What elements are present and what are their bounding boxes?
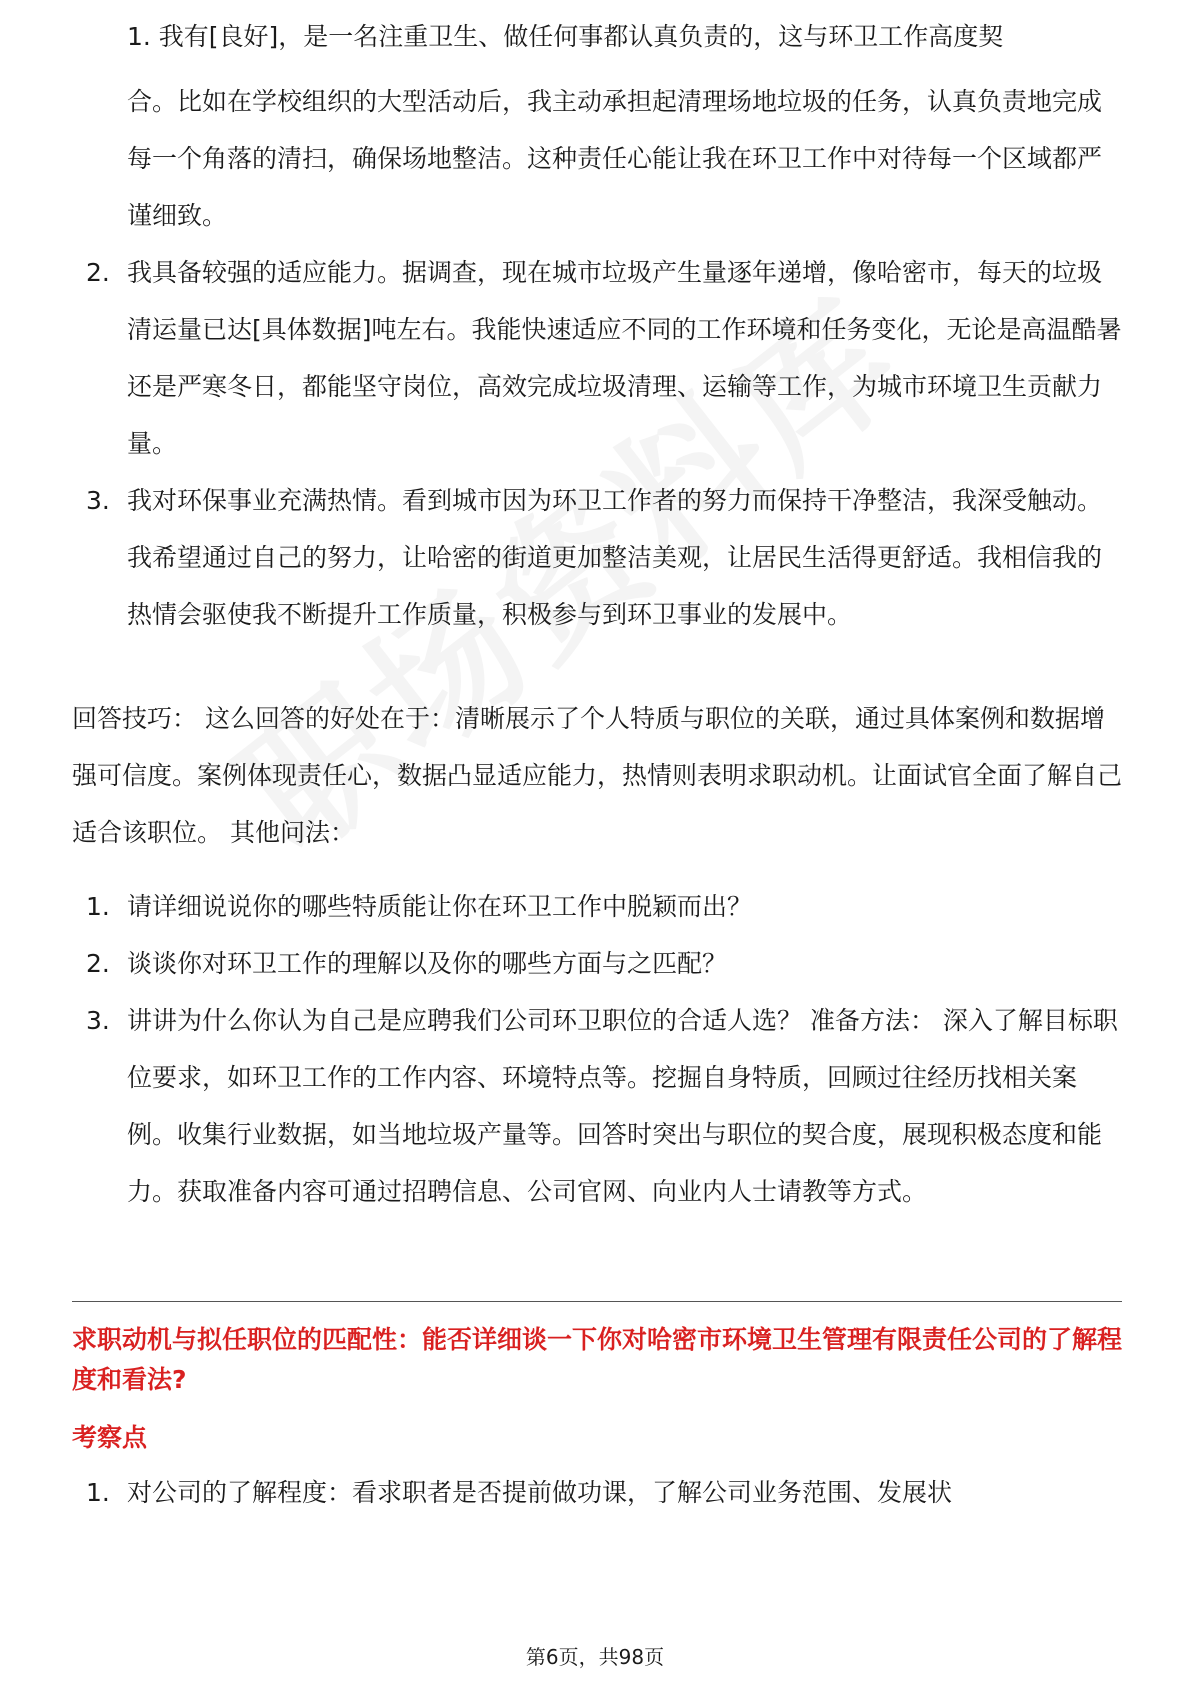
list-item xyxy=(72,244,1122,472)
list-item-text: 我具备较强的适应能力。据调查，现在城市垃圾产生量逐年递增，像哈密市，每天的垃圾清运量已达[具体数据]吨左右。我能快速适应不同的工作环境和任务变化，无论是高温酷暑还是严寒冬日，都能坚守岗位，高效完成垃圾清理、运输等工作，为城市环境卫生贡献力量。 xyxy=(127,258,1122,458)
list-item-text: 谈谈你对环卫工作的理解以及你的哪些方面与之匹配？ xyxy=(127,949,728,978)
answer-tips-paragraph: 回答技巧： 这么回答的好处在于：清晰展示了个人特质与职位的关联，通过具体案例和数据增强可信度。案例体现责任心，数据凸显适应能力，热情则表明求职动机。让面试官全面了解自己适合该职位。 其他问法： xyxy=(72,704,1123,847)
list-item xyxy=(72,472,1122,643)
section-divider xyxy=(72,1301,1122,1302)
answer-list xyxy=(72,73,1122,643)
list-item-number: 1. xyxy=(86,892,110,921)
list-item-text: 请详细说说你的哪些特质能让你在环卫工作中脱颖而出？ xyxy=(127,892,753,921)
alternative-questions-list xyxy=(72,878,1122,1220)
list-item-number: 1. xyxy=(86,1478,110,1507)
list-item-number: 3. xyxy=(86,1006,110,1035)
assessment-points-list xyxy=(72,1473,1122,1513)
list-item-text: 对公司的了解程度：看求职者是否提前做功课，了解公司业务范围、发展状 xyxy=(127,1478,953,1507)
clipped-top-line: 1. 我有[良好]，是一名注重卫生、做任何事都认真负责的，这与环卫工作高度契 xyxy=(127,22,1004,51)
list-item xyxy=(72,73,1122,244)
list-item xyxy=(72,1473,1122,1513)
list-item-text: 我对环保事业充满热情。看到城市因为环卫工作者的努力而保持干净整洁，我深受触动。我希望通过自己的努力，让哈密的街道更加整洁美观，让居民生活得更舒适。我相信我的热情会驱使我不断提升工作质量，积极参与到环卫事业的发展中。 xyxy=(127,486,1103,629)
list-item xyxy=(72,992,1122,1220)
page-footer: 第6页，共98页 xyxy=(525,1645,665,1669)
list-item xyxy=(72,878,1122,935)
list-item-number: 2. xyxy=(86,949,110,978)
list-item-number: 3. xyxy=(86,486,110,515)
list-item xyxy=(72,935,1122,992)
list-item-text: 合。比如在学校组织的大型活动后，我主动承担起清理场地垃圾的任务，认真负责地完成每一个角落的清扫，确保场地整洁。这种责任心能让我在环卫工作中对待每一个区域都严谨细致。 xyxy=(127,87,1103,230)
list-item-number: 2. xyxy=(86,258,110,287)
question-heading: 求职动机与拟任职位的匹配性：能否详细谈一下你对哈密市环境卫生管理有限责任公司的了解程度和看法? xyxy=(72,1325,1123,1394)
sub-heading: 考察点 xyxy=(72,1423,148,1452)
list-item-text: 讲讲为什么你认为自己是应聘我们公司环卫职位的合适人选？ 准备方法： 深入了解目标职位要求，如环卫工作的工作内容、环境特点等。挖掘自身特质，回顾过往经历找相关案例。收集行业数据，如当地垃圾产量等。回答时突出与职位的契合度，展现积极态度和能力。获取准备内容可通过招聘信息、公司官网、向业内人士请教等方式。 xyxy=(127,1006,1118,1206)
